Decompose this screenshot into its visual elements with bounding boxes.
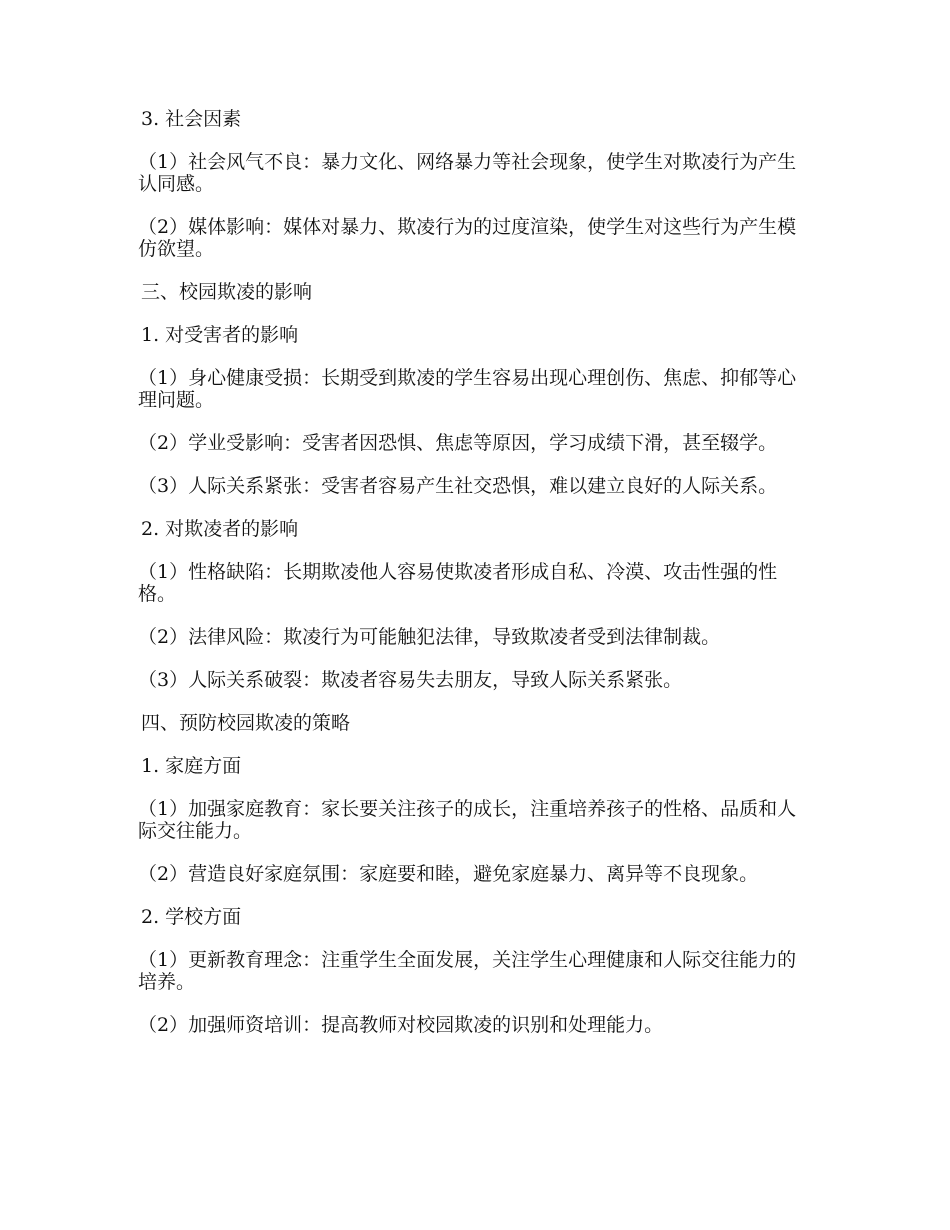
subsection-heading-family: 1. 家庭方面 <box>141 755 242 777</box>
section-heading-prevention: 四、预防校园欺凌的策略 <box>141 712 351 734</box>
subsection-heading-bully-impact: 2. 对欺凌者的影响 <box>141 518 299 540</box>
list-item-relationship-tension: （3）人际关系紧张：受害者容易产生社交恐惧，难以建立良好的人际关系。 <box>138 475 778 497</box>
list-item-relationship-breakdown: （3）人际关系破裂：欺凌者容易失去朋友，导致人际关系紧张。 <box>138 669 683 691</box>
list-item-family-education: （1）加强家庭教育：家长要关注孩子的成长，注重培养孩子的性格、品质和人际交往能力。 <box>138 798 797 842</box>
list-item-legal-risk: （2）法律风险：欺凌行为可能触犯法律，导致欺凌者受到法律制裁。 <box>138 626 721 648</box>
list-item-education-philosophy: （1）更新教育理念：注重学生全面发展，关注学生心理健康和人际交往能力的培养。 <box>138 949 797 993</box>
list-item-teacher-training: （2）加强师资培训：提高教师对校园欺凌的识别和处理能力。 <box>138 1014 664 1036</box>
section-heading-impact: 三、校园欺凌的影响 <box>141 281 313 303</box>
list-item-media-influence: （2）媒体影响：媒体对暴力、欺凌行为的过度渲染，使学生对这些行为产生模仿欲望。 <box>138 216 797 260</box>
list-item-social-atmosphere: （1）社会风气不良：暴力文化、网络暴力等社会现象，使学生对欺凌行为产生认同感。 <box>138 151 797 195</box>
list-item-academic-impact: （2）学业受影响：受害者因恐惧、焦虑等原因，学习成绩下滑，甚至辍学。 <box>138 432 778 454</box>
list-item-personality-defect: （1）性格缺陷：长期欺凌他人容易使欺凌者形成自私、冷漠、攻击性强的性格。 <box>138 561 778 605</box>
subsection-heading-victim-impact: 1. 对受害者的影响 <box>141 324 299 346</box>
subsection-heading-school: 2. 学校方面 <box>141 906 242 928</box>
list-item-family-atmosphere: （2）营造良好家庭氛围：家庭要和睦，避免家庭暴力、离异等不良现象。 <box>138 863 759 885</box>
list-item-health-damage: （1）身心健康受损：长期受到欺凌的学生容易出现心理创伤、焦虑、抑郁等心理问题。 <box>138 367 797 411</box>
subsection-heading-social-factors: 3. 社会因素 <box>141 108 242 130</box>
document-page <box>138 108 809 1057</box>
